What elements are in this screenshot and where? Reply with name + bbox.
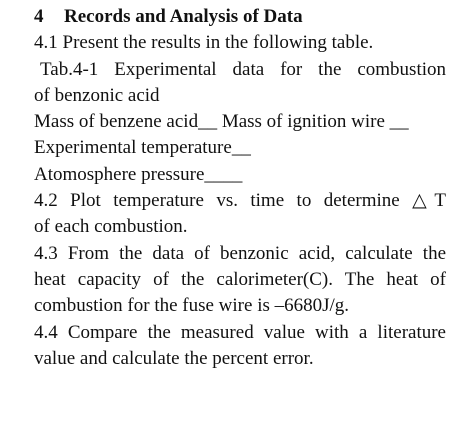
- table-caption-line-2: of benzonic acid: [34, 84, 160, 106]
- document-body: [34, 4, 446, 372]
- item-4-4-line-1: 4.4 Compare the measured value with a literature: [34, 321, 446, 343]
- section-number: 4: [34, 6, 44, 27]
- section-title: Records and Analysis of Data: [64, 6, 303, 27]
- item-4-2-line-1: 4.2 Plot temperature vs. time to determine △T: [34, 190, 446, 212]
- item-4-3-line-2: heat capacity of the calorimeter(C). The heat of: [34, 268, 446, 290]
- item-4-3-line-1: 4.3 From the data of benzonic acid, calculate the: [34, 242, 446, 264]
- item-4-3-line-3: combustion for the fuse wire is –6680J/g.: [34, 295, 350, 317]
- mass-fields-line: Mass of benzene acid__ Mass of ignition wire __: [34, 111, 409, 133]
- table-caption-line-1: Tab.4-1 Experimental data for the combustion: [40, 58, 446, 80]
- item-4-4-line-2: value and calculate the percent error.: [34, 347, 314, 369]
- temperature-field-line: Experimental temperature__: [34, 137, 251, 159]
- section-heading: [34, 4, 446, 30]
- item-4-2-line-2: of each combustion.: [34, 216, 188, 238]
- pressure-field-line: Atomosphere pressure____: [34, 163, 243, 185]
- item-4-1: 4.1 Present the results in the following table.: [34, 32, 374, 54]
